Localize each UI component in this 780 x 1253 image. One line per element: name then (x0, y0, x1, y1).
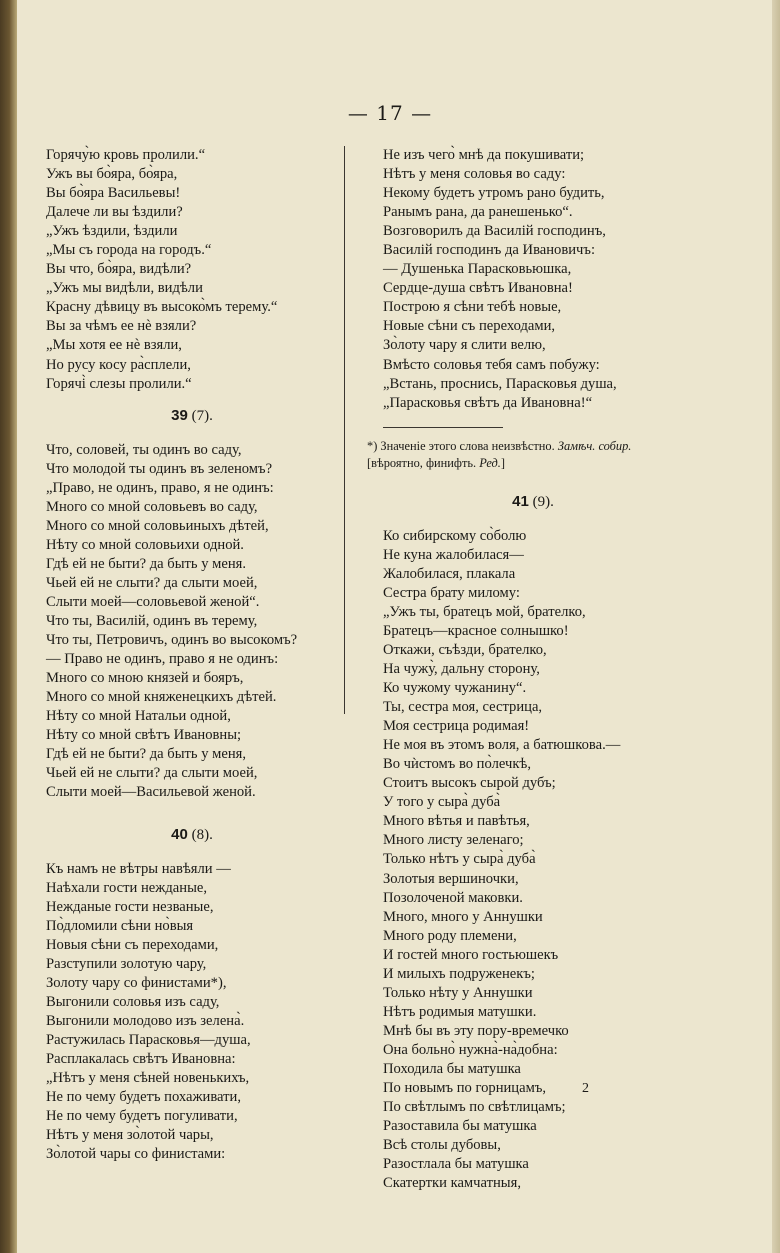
verse-line: Разступили золотую чару, (46, 955, 207, 972)
verse-line: Много вѣтья и павѣтья, (383, 813, 530, 830)
verse-line: Золотыя вершиночки, (383, 870, 519, 887)
verse-line: Много со мною князей и бояръ, (46, 670, 244, 687)
verse-line: Много со мной соловьевъ во саду, (46, 498, 258, 515)
verse-line: Новыя сѣни съ переходами, (46, 936, 219, 953)
verse-line: „Мы съ города на городъ.“ (46, 242, 212, 259)
column-divider (344, 146, 345, 714)
verse-line: Красну дѣвицу въ высоко̀мъ терему.“ (46, 299, 278, 316)
verse-line: Ко чужому чужанину“. (383, 680, 527, 697)
verse-line: Скатертки камчатныя, (383, 1175, 521, 1192)
verse-line: Но русу косу ра̀сплели, (46, 356, 191, 373)
verse-line: По̀дломили сѣни но̀выя (46, 917, 194, 934)
song-heading-40 (46, 825, 338, 845)
footnote-rule (383, 427, 503, 428)
footnote-text: *) Значеніе этого слова неизвѣстно. (367, 438, 555, 453)
verse-line: Моя сестрица родимая! (383, 718, 530, 735)
verse-line: Не по чему будетъ похаживати, (46, 1089, 241, 1106)
verse-line: Не куна жалобилася— (383, 546, 524, 563)
song-heading-41 (383, 492, 683, 512)
verse-line: И гостей много гостьюшекъ (383, 946, 559, 963)
verse-line: Вмѣсто соловья тебя самъ побужу: (383, 356, 600, 373)
verse-line: Походила бы матушка (383, 1060, 521, 1077)
verse-line: Возговорилъ да Василій господинъ, (383, 223, 606, 240)
verse-line: Только нѣту у Аннушки (383, 984, 533, 1001)
verse-line: Сестра брату милому: (383, 584, 520, 601)
intro-verse (46, 146, 338, 394)
verse-line: Гдѣ ей не быти? да быть у меня, (46, 746, 247, 763)
footnote-note: Замѣч. собир. (557, 438, 632, 453)
verse-line: Ранымъ рана, да ранешенько“. (383, 204, 573, 221)
right-column (367, 146, 683, 1193)
book-spine-shadow (0, 0, 17, 1253)
song-subnumber: (9). (532, 493, 554, 510)
verse-line: Новые сѣни съ переходами, (383, 318, 556, 335)
song-number: 39 (171, 406, 188, 424)
verse-line: Братецъ—красное солнышко! (383, 622, 569, 639)
verse-line: Некому будетъ утромъ рано будить, (383, 185, 605, 202)
verse-line: Ужъ вы бо̀яра, бо̀яра, (46, 166, 178, 183)
verse-line: Нѣту со мной Натальи одной, (46, 708, 231, 725)
verse-line: Нежданые гости незваные, (46, 898, 214, 915)
verse-line: Нѣту со мной свѣтъ Ивановны; (46, 727, 242, 744)
verse-line: Расплакалась свѣтъ Ивановна: (46, 1050, 236, 1067)
verse-line: Къ намъ не вѣтры навѣяли — (46, 860, 231, 877)
verse-line: Чьей ей не слыти? да слыти моей, (46, 574, 258, 591)
page-number: — 17 — (347, 101, 433, 125)
verse-line: Всѣ столы дубовы, (383, 1137, 501, 1154)
footnote-note: Ред. (479, 455, 501, 470)
verse-line: Сердце-душа свѣтъ Ивановна! (383, 280, 573, 297)
verse-line: Ты, сестра моя, сестрица, (383, 699, 543, 716)
verse-line: „Право, не одинъ, право, я не одинъ: (46, 479, 274, 496)
verse-line: Она больно̀ нужна̀-на̀добна: (383, 1041, 558, 1058)
verse-line: Гдѣ ей не быти? да быть у меня. (46, 555, 247, 572)
verse-line: Разостлала бы матушка (383, 1156, 529, 1173)
footnote-text-end: ] (500, 455, 506, 470)
verse-line: Зо̀лотой чары со финистами: (46, 1146, 226, 1163)
verse-line: Нѣтъ у меня соловья во саду: (383, 166, 566, 183)
verse-line: У того у сыра̀ дуба̀ (383, 794, 501, 811)
verse-line: Золоту чару со финистами*), (46, 974, 227, 991)
song-heading-39 (46, 406, 338, 426)
verse-line: Нѣтъ у меня зо̀лотой чары, (46, 1127, 214, 1144)
verse-line: Не по чему будетъ погуливати, (46, 1108, 238, 1125)
verse-line: — Душенька Парасковьюшка, (383, 261, 572, 278)
verse-line: Ко сибирскому со̀болю (383, 527, 527, 544)
page-edge (772, 0, 780, 1253)
verse-line: Много роду племени, (383, 927, 517, 944)
verse-line: И милыхъ подруженекъ; (383, 965, 535, 982)
footnote-text: [вѣроятно, финифть. (367, 455, 477, 470)
verse-line: Выгонили соловья изъ саду, (46, 993, 220, 1010)
verse-line: — Право не одинъ, право я не одинъ: (46, 651, 279, 668)
verse-line: Горячі̀ слезы пролили.“ (46, 375, 192, 392)
song-subnumber: (8). (191, 826, 213, 843)
verse-line: Растужилась Парасковья—душа, (46, 1031, 251, 1048)
left-column (46, 146, 338, 1164)
verse-line: Много со мной княженецкихъ дѣтей. (46, 689, 277, 706)
verse-line: Нѣту со мной соловьихи одной. (46, 536, 244, 553)
verse-line: Стоитъ высокъ сырой дубъ; (383, 775, 556, 792)
verse-line: Что, соловей, ты одинъ во саду, (46, 441, 242, 458)
signature-mark: 2 (582, 1081, 589, 1096)
verse-line: Василій господинъ да Ивановичъ: (383, 242, 595, 259)
verse-line: Вы бо̀яра Васильевы! (46, 185, 181, 202)
verse-line: Не изъ чего̀ мнѣ да покушивати; (383, 147, 585, 163)
verse-line: „Мы хотя ее нѐ взяли, (46, 337, 182, 354)
verse-line: „Ужъ ѣздили, ѣздили (46, 223, 178, 240)
verse-line: Разоставила бы матушка (383, 1118, 537, 1135)
footnote-line (367, 455, 683, 472)
verse-line: Наѣхали гости нежданые, (46, 879, 208, 896)
verse-line: Вы за чѣмъ ее нѐ взяли? (46, 318, 197, 335)
song-number: 40 (171, 825, 188, 843)
verse-line: „Парасковья свѣтъ да Ивановна!“ (383, 394, 593, 411)
verse-line: Позолоченой маковки. (383, 889, 523, 906)
song-number: 41 (512, 492, 529, 510)
song-subnumber: (7). (191, 407, 213, 424)
verse-line: „Встань, проснись, Парасковья душа, (383, 375, 617, 392)
verse-line: Выгонили молодово изъ зелена̀. (46, 1012, 245, 1029)
verse-line: Далече ли вы ѣздили? (46, 204, 183, 221)
verse-line: Мнѣ бы въ эту пору-времечко (383, 1022, 569, 1039)
song-41-verse (383, 527, 683, 1194)
continued-verse (383, 146, 683, 413)
verse-line: Что ты, Петровичъ, одинъ во высокомъ? (46, 632, 298, 649)
verse-line: Построю я сѣни тебѣ новые, (383, 299, 562, 316)
footnote-line (367, 438, 683, 455)
verse-line: Зо̀лоту чару я слити велю, (383, 337, 546, 354)
verse-line: Откажи, съѣзди, брателко, (383, 641, 547, 658)
verse-line: По свѣтлымъ по свѣтлицамъ; (383, 1099, 566, 1116)
song-39-verse (46, 441, 338, 803)
verse-line: На чужу̀, дальну сторону, (383, 660, 540, 677)
verse-line: „Нѣтъ у меня сѣней новенькихъ, (46, 1070, 250, 1087)
song-40-verse (46, 860, 338, 1165)
verse-line: Жалобилася, плакала (383, 565, 516, 582)
verse-line: Что молодой ты одинъ въ зеленомъ? (46, 460, 273, 477)
verse-line: По новымъ по горницамъ, (383, 1080, 547, 1097)
verse-line: Слыти моей—Васильевой женой. (46, 784, 256, 801)
verse-line: Во чѝстомъ во по̀лечкѣ, (383, 756, 531, 773)
verse-line: Вы что, бо̀яра, видѣли? (46, 261, 192, 278)
verse-line: Слыти моей—соловьевой женой“. (46, 593, 260, 610)
verse-line: Что ты, Василій, одинъ въ терему, (46, 613, 258, 630)
verse-line: Нѣтъ родимыя матушки. (383, 1003, 537, 1020)
verse-line: „Ужъ мы видѣли, видѣли (46, 280, 203, 297)
verse-line: Много, много у Аннушки (383, 908, 543, 925)
verse-line: Не моя въ этомъ воля, а батюшкова.— (383, 737, 621, 754)
verse-line: Чьей ей не слыти? да слыти моей, (46, 765, 258, 782)
verse-line: Горячу̀ю кровь пролили.“ (46, 147, 206, 163)
verse-line: „Ужъ ты, братецъ мой, брателко, (383, 603, 586, 620)
verse-line: Только нѣтъ у сыра̀ дуба̀ (383, 851, 536, 868)
verse-line: Много листу зеленаго; (383, 832, 524, 849)
verse-line: Много со мной соловьиныхъ дѣтей, (46, 517, 269, 534)
